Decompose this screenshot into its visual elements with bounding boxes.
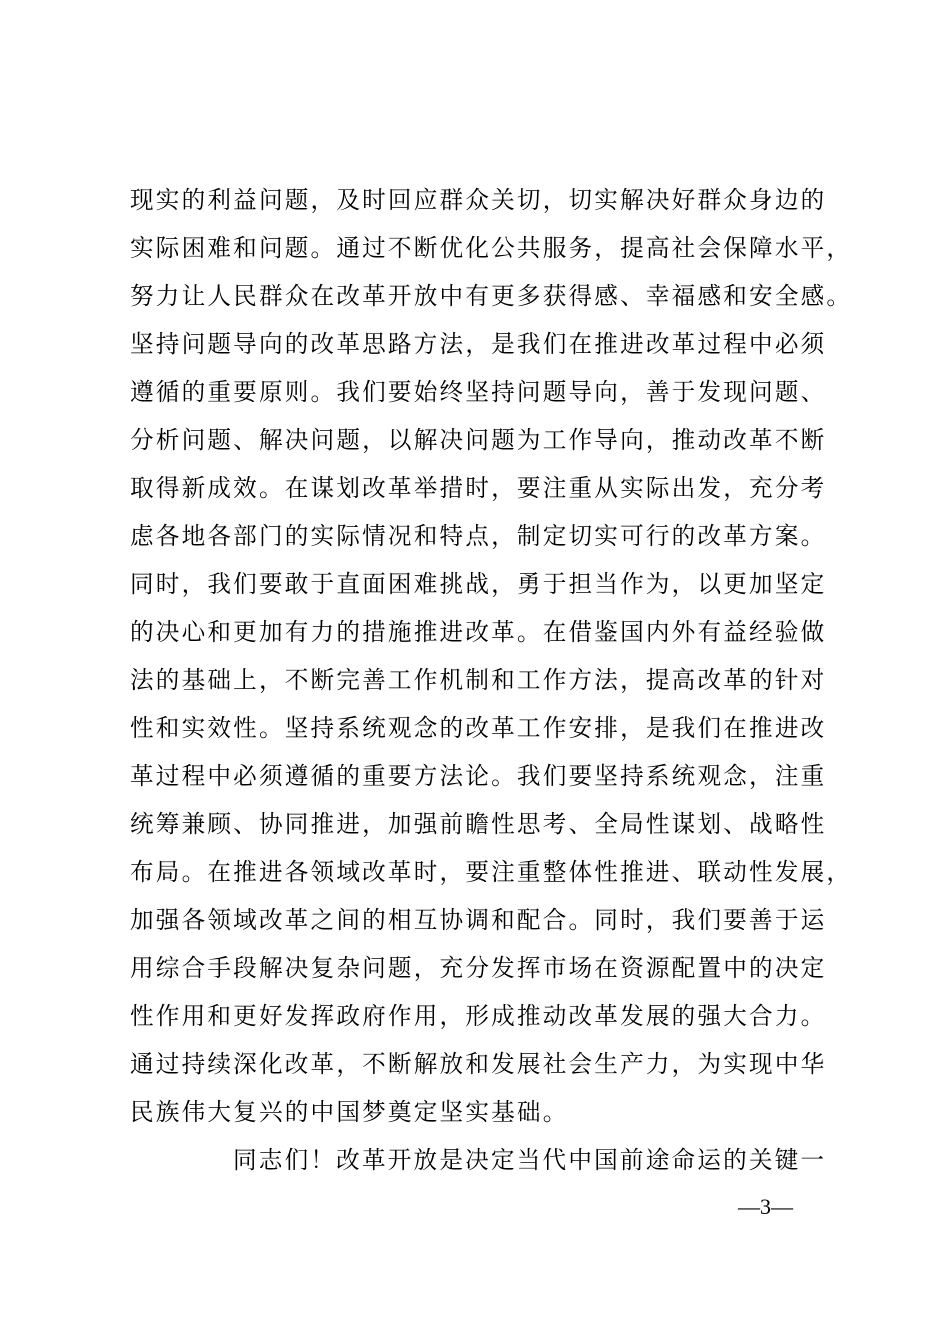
text-line: 取得新成效。在谋划改革举措时，要注重从实际出发，充分考: [130, 474, 827, 502]
text-line: 性和实效性。坚持系统观念的改革工作安排，是我们在推进改: [130, 714, 827, 742]
text-line: 通过持续深化改革，不断解放和发展社会生产力，为实现中华: [130, 1050, 827, 1078]
text-line: 遵循的重要原则。我们要始终坚持问题导向，善于发现问题、: [130, 378, 827, 406]
text-line: 革过程中必须遵循的重要方法论。我们要坚持系统观念，注重: [130, 762, 827, 790]
text-line: 实际困难和问题。通过不断优化公共服务，提高社会保障水平，: [130, 234, 853, 262]
text-line: 坚持问题导向的改革思路方法，是我们在推进改革过程中必须: [130, 330, 827, 358]
text-line: 现实的利益问题，及时回应群众关切，切实解决好群众身边的: [130, 186, 827, 214]
text-line: 用综合手段解决复杂问题，充分发挥市场在资源配置中的决定: [130, 954, 827, 982]
page-number: —3—: [738, 1194, 793, 1219]
text-line: 统筹兼顾、协同推进，加强前瞻性思考、全局性谋划、战略性: [130, 810, 827, 838]
text-line: 的决心和更加有力的措施推进改革。在借鉴国内外有益经验做: [130, 618, 827, 646]
text-line: 民族伟大复兴的中国梦奠定坚实基础。: [130, 1098, 569, 1126]
text-line: 性作用和更好发挥政府作用，形成推动改革发展的强大合力。: [130, 1002, 827, 1030]
text-line: 分析问题、解决问题，以解决问题为工作导向，推动改革不断: [130, 426, 827, 454]
text-line: 法的基础上，不断完善工作机制和工作方法，提高改革的针对: [130, 666, 827, 694]
text-line: 布局。在推进各领域改革时，要注重整体性推进、联动性发展，: [130, 858, 853, 886]
text-line: 同时，我们要敢于直面困难挑战，勇于担当作为，以更加坚定: [130, 570, 827, 598]
text-line: 同志们！改革开放是决定当代中国前途命运的关键一: [233, 1146, 827, 1174]
text-line: 努力让人民群众在改革开放中有更多获得感、幸福感和安全感。: [130, 282, 853, 310]
text-line: 虑各地各部门的实际情况和特点，制定切实可行的改革方案。: [130, 522, 827, 550]
text-line: 加强各领域改革之间的相互协调和配合。同时，我们要善于运: [130, 906, 827, 934]
